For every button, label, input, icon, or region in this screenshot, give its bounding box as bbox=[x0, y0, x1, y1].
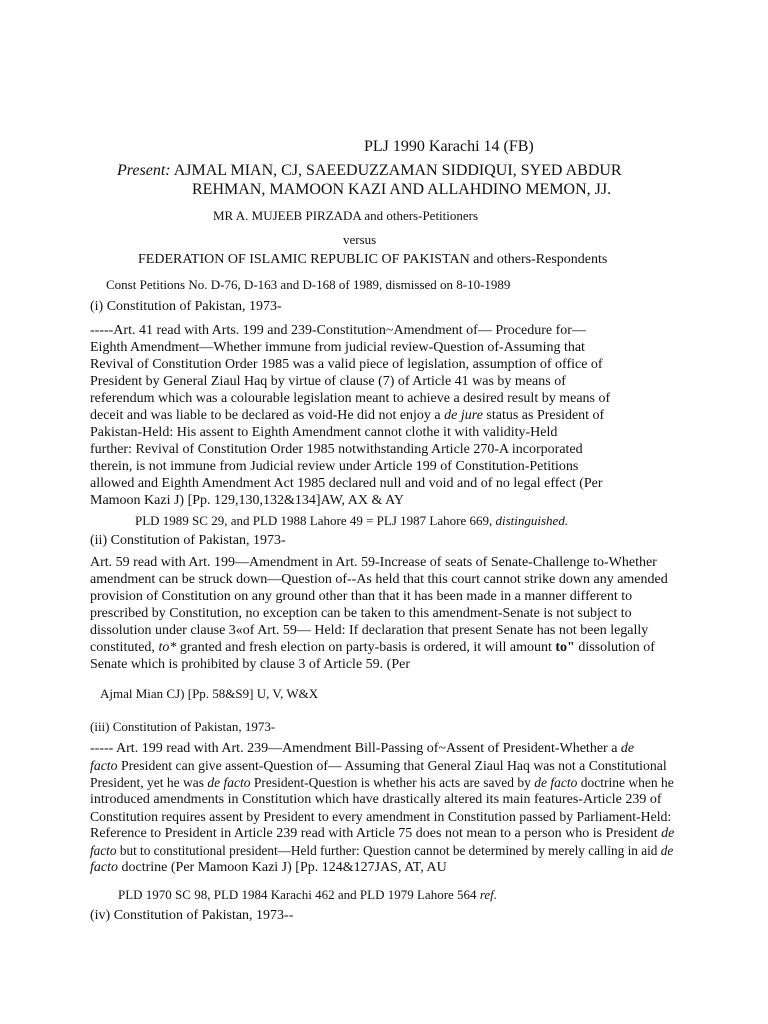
section-2-citation: Ajmal Mian CJ) [Pp. 58&S9] U, V, W&X bbox=[100, 686, 319, 701]
section-1-line: therein, is not immune from Judicial review under Article 199 of Constitution-Petitions bbox=[90, 459, 579, 474]
text-run: President, yet he was bbox=[90, 775, 208, 790]
section-2-line: Senate which is prohibited by clause 3 of Article 59. (Per bbox=[90, 657, 410, 672]
petitions-line: Const Petitions No. D-76, D-163 and D-168 of 1989, dismissed on 8-10-1989 bbox=[106, 277, 511, 292]
italic-term: facto bbox=[90, 843, 117, 858]
petitioner-line: MR A. MUJEEB PIRZADA and others-Petitioners bbox=[213, 208, 479, 223]
section-2-line: prescribed by Constitution, no exception can be taken to this amendment-Senate is not subject to bbox=[90, 606, 632, 621]
section-3-line bbox=[90, 774, 674, 791]
section-1-line: Pakistan-Held: His assent to Eighth Amendment cannot clothe it with validity-Held bbox=[90, 425, 558, 440]
text-run: ----- Art. 199 read with Art. 239—Amendment Bill-Passing of~Assent of President-Whether a bbox=[90, 741, 621, 756]
text-run: PLD 1989 SC 29, and PLD 1988 Lahore 49 = PLJ 1987 Lahore 669, bbox=[135, 513, 496, 528]
section-3-heading: (iii) Constitution of Pakistan, 1973- bbox=[90, 719, 276, 734]
present-label: Present: bbox=[117, 162, 171, 179]
section-1-line: Mamoon Kazi J) [Pp. 129,130,132&134]AW, AX & AY bbox=[90, 493, 405, 508]
italic-term: distinguished. bbox=[495, 513, 569, 528]
section-1-line: allowed and Eighth Amendment Act 1985 declared null and void and of no legal effect (Per bbox=[90, 476, 603, 491]
italic-term: to* bbox=[158, 640, 177, 655]
section-3-line bbox=[90, 859, 447, 876]
section-3-references bbox=[118, 886, 497, 903]
section-1-line: referendum which was a colourable legislation meant to achieve a desired result by means of bbox=[90, 391, 611, 406]
text-run: doctrine when he bbox=[577, 775, 674, 790]
section-4-heading: (iv) Constitution of Pakistan, 1973-- bbox=[90, 908, 294, 923]
section-2-line: dissolution under clause 3«of Art. 59— Held: If declaration that present Senate has not been legally bbox=[90, 623, 649, 638]
text-run: deceit and was liable to be declared as void-He did not enjoy a bbox=[90, 408, 445, 423]
section-1-line: Revival of Constitution Order 1985 was a valid piece of legislation, assumption of office of bbox=[90, 357, 603, 372]
italic-term: de bbox=[661, 826, 675, 841]
respondent-line: FEDERATION OF ISLAMIC REPUBLIC OF PAKISTAN and others-Respondents bbox=[138, 252, 608, 267]
italic-term: de jure bbox=[444, 408, 483, 423]
case-citation: PLJ 1990 Karachi 14 (FB) bbox=[364, 138, 534, 155]
judges-line-2: REHMAN, MAMOON KAZI AND ALLAHDINO MEMON, JJ. bbox=[192, 181, 612, 198]
section-2-line: Art. 59 read with Art. 199—Amendment in Art. 59-Increase of seats of Senate-Challenge to-Whether bbox=[90, 555, 657, 570]
section-2-heading: (ii) Constitution of Pakistan, 1973- bbox=[90, 533, 286, 548]
text-run: President-Question is whether his acts are saved by bbox=[250, 775, 535, 790]
text-run: Reference to President in Article 239 read with Article 75 does not mean to a person who is President bbox=[90, 826, 662, 841]
section-1-line: Eighth Amendment—Whether immune from judicial review-Question of-Assuming that bbox=[90, 340, 585, 355]
section-1-line bbox=[90, 407, 604, 424]
section-3-line: Constitution requires assent by President to every amendment in Constitution passed by Parliament-Held: bbox=[90, 809, 672, 824]
italic-term: ref. bbox=[479, 887, 498, 902]
bold-term: to" bbox=[555, 640, 575, 655]
section-3-line: introduced amendments in Constitution which have drastically altered its main features-Article 239 of bbox=[90, 792, 662, 807]
text-run: status as President of bbox=[482, 408, 605, 423]
section-2-line: amendment can be struck down—Question of--As held that this court cannot strike down any amended bbox=[90, 572, 668, 587]
text-run: President can give assent-Question of— Assuming that General Ziaul Haq was not a Constitutional bbox=[117, 758, 667, 773]
section-3-line bbox=[90, 740, 634, 757]
section-3-line bbox=[90, 842, 673, 859]
italic-term: facto bbox=[90, 860, 118, 875]
section-3-line bbox=[90, 825, 674, 842]
section-1-references bbox=[135, 512, 568, 529]
section-1-line: President by General Ziaul Haq by virtue of clause (7) of Article 41 was by means of bbox=[90, 374, 566, 389]
italic-term: facto bbox=[90, 758, 118, 773]
text-run: doctrine (Per Mamoon Kazi J) [Pp. 124&127JAS, AT, AU bbox=[118, 860, 447, 875]
judges-line-1: AJMAL MIAN, CJ, SAEEDUZZAMAN SIDDIQUI, SYED ABDUR bbox=[173, 162, 622, 179]
text-run: but to constitutional president—Held further: Question cannot be determined by merely calling in aid bbox=[116, 843, 661, 858]
italic-term: de facto bbox=[534, 775, 578, 790]
section-3-line bbox=[90, 757, 667, 774]
section-1-heading: (i) Constitution of Pakistan, 1973- bbox=[90, 299, 282, 314]
text-run: dissolution of bbox=[574, 640, 655, 655]
section-1-line: further: Revival of Constitution Order 1985 notwithstanding Article 270-A incorporated bbox=[90, 442, 583, 457]
bench-line-1 bbox=[117, 162, 622, 179]
section-2-line: provision of Constitution on any ground other than that it has been made in a manner different to bbox=[90, 589, 633, 604]
text-run: granted and fresh election on party-basis is ordered, it will amount bbox=[176, 640, 556, 655]
italic-term: de facto bbox=[207, 775, 251, 790]
italic-term: de bbox=[620, 741, 635, 756]
section-2-line bbox=[90, 639, 655, 656]
text-run: PLD 1970 SC 98, PLD 1984 Karachi 462 and PLD 1979 Lahore 564 bbox=[118, 887, 480, 902]
section-1-line: -----Art. 41 read with Arts. 199 and 239-Constitution~Amendment of— Procedure for— bbox=[90, 323, 586, 338]
italic-term: de bbox=[660, 843, 674, 858]
text-run: constituted, bbox=[90, 640, 159, 655]
versus-line: versus bbox=[343, 232, 377, 247]
